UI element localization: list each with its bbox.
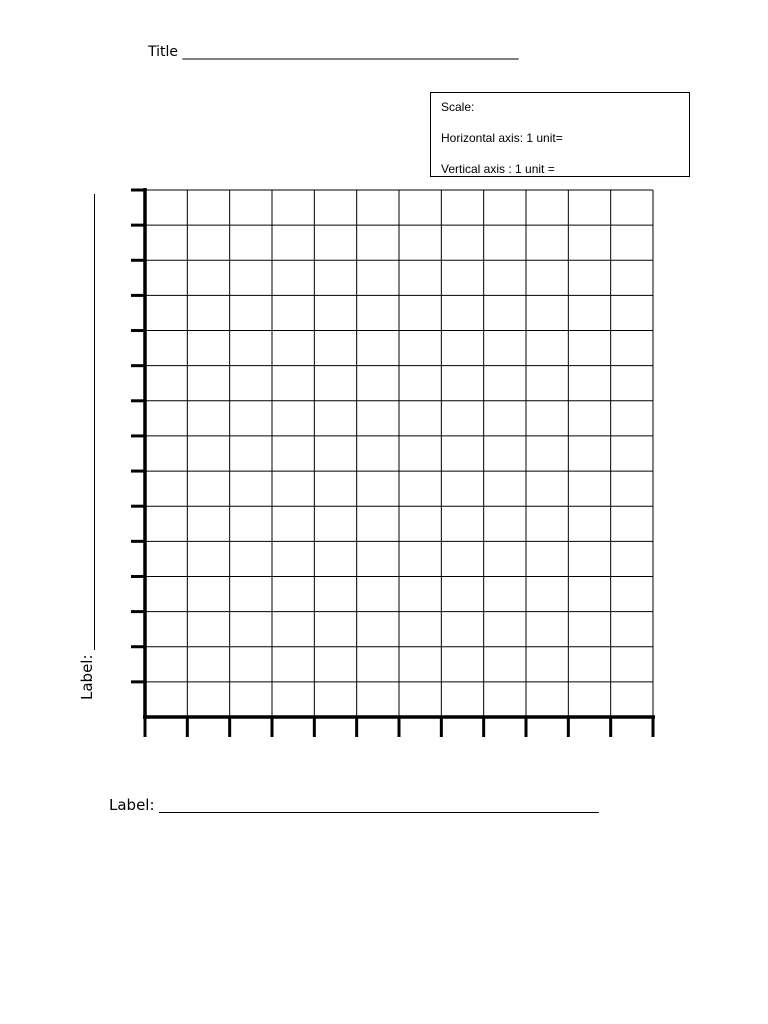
title-text: Title ________________________________________________ <box>148 44 519 60</box>
y-axis-label <box>78 194 96 700</box>
x-axis-label <box>109 796 599 814</box>
scale-horizontal-axis: Horizontal axis: 1 unit= <box>441 131 563 145</box>
y-axis-label-text: Label: <box>78 654 96 700</box>
x-axis-label-blank <box>159 796 599 813</box>
scale-vertical-axis: Vertical axis : 1 unit = <box>441 162 555 176</box>
scale-heading: Scale: <box>441 100 475 114</box>
x-axis-label-text: Label: <box>109 796 155 814</box>
y-axis-label-blank <box>78 194 95 650</box>
